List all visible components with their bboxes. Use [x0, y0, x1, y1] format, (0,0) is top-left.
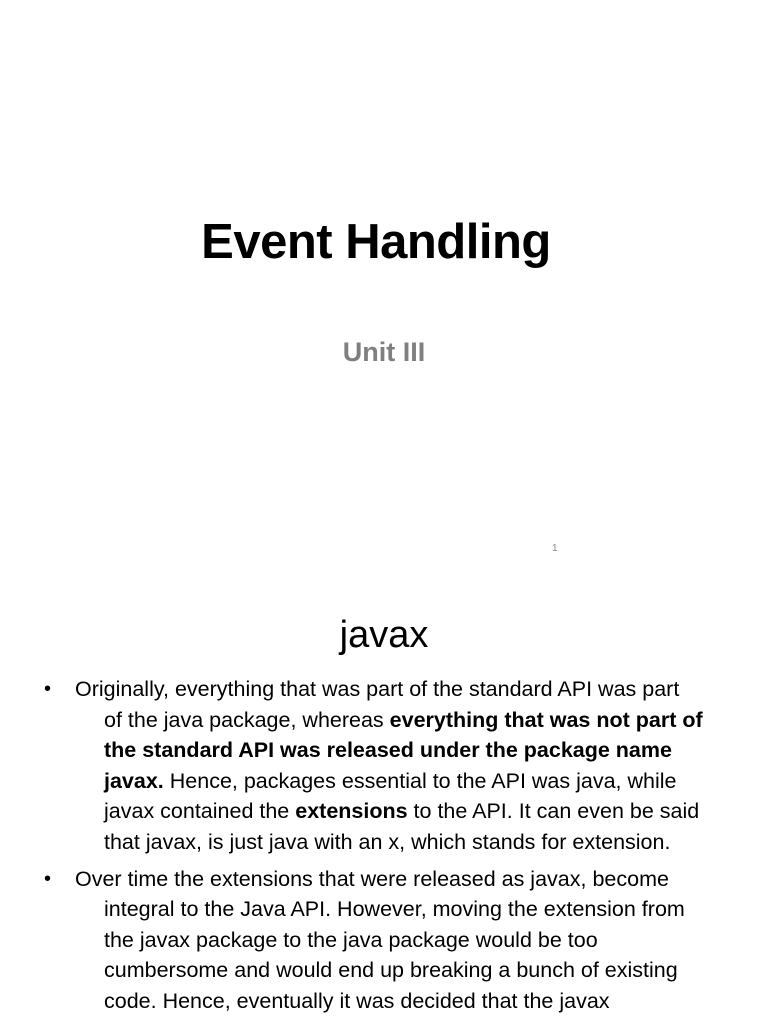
bullet-line — [75, 986, 752, 1017]
bullet-line — [75, 705, 752, 736]
bold-text: javax. — [104, 768, 164, 793]
bold-text: extensions — [295, 799, 408, 824]
bullet-item — [40, 674, 752, 858]
slide-subtitle: Unit III — [342, 337, 426, 367]
text-segment: javax contained the — [104, 799, 296, 824]
bold-text: everything that was not part of — [389, 707, 703, 732]
text-segment: code. Hence, eventually it was decided that the javax — [104, 988, 610, 1013]
bullet-dot-icon: • — [44, 867, 52, 890]
bullet-line — [75, 955, 752, 986]
text-segment: to the API. It can even be said — [407, 799, 700, 824]
bullet-line — [75, 864, 752, 895]
slide-number: 1 — [552, 543, 558, 554]
bullet-list — [40, 674, 752, 1023]
bullet-line — [75, 894, 752, 925]
bullet-line — [75, 735, 752, 766]
bullet-item — [40, 864, 752, 1017]
text-segment: the javax package to the java package would be too — [104, 927, 598, 952]
text-segment: Over time the extensions that were released as javax, become — [75, 866, 669, 891]
text-segment: that javax, is just java with an x, which stands for extension. — [104, 829, 671, 854]
bold-text: the standard API was released under the package name — [104, 738, 672, 763]
bullet-line — [75, 796, 752, 827]
bullet-line — [75, 925, 752, 956]
text-segment: cumbersome and would end up breaking a bunch of existing — [104, 958, 678, 983]
text-segment: Originally, everything that was part of the standard API was part — [75, 677, 680, 701]
bullet-line — [75, 827, 752, 858]
slide-title: Event Handling — [201, 215, 551, 269]
text-segment: of the java package, whereas — [104, 707, 390, 732]
bullet-dot-icon: • — [44, 678, 52, 700]
bullet-line — [75, 674, 752, 705]
text-segment: Hence, packages essential to the API was java, while — [163, 768, 677, 793]
slide-2 — [0, 576, 768, 1024]
text-segment: integral to the Java API. However, moving the extension from — [104, 897, 685, 922]
slide-title: javax — [339, 614, 429, 656]
bullet-line — [75, 766, 752, 797]
